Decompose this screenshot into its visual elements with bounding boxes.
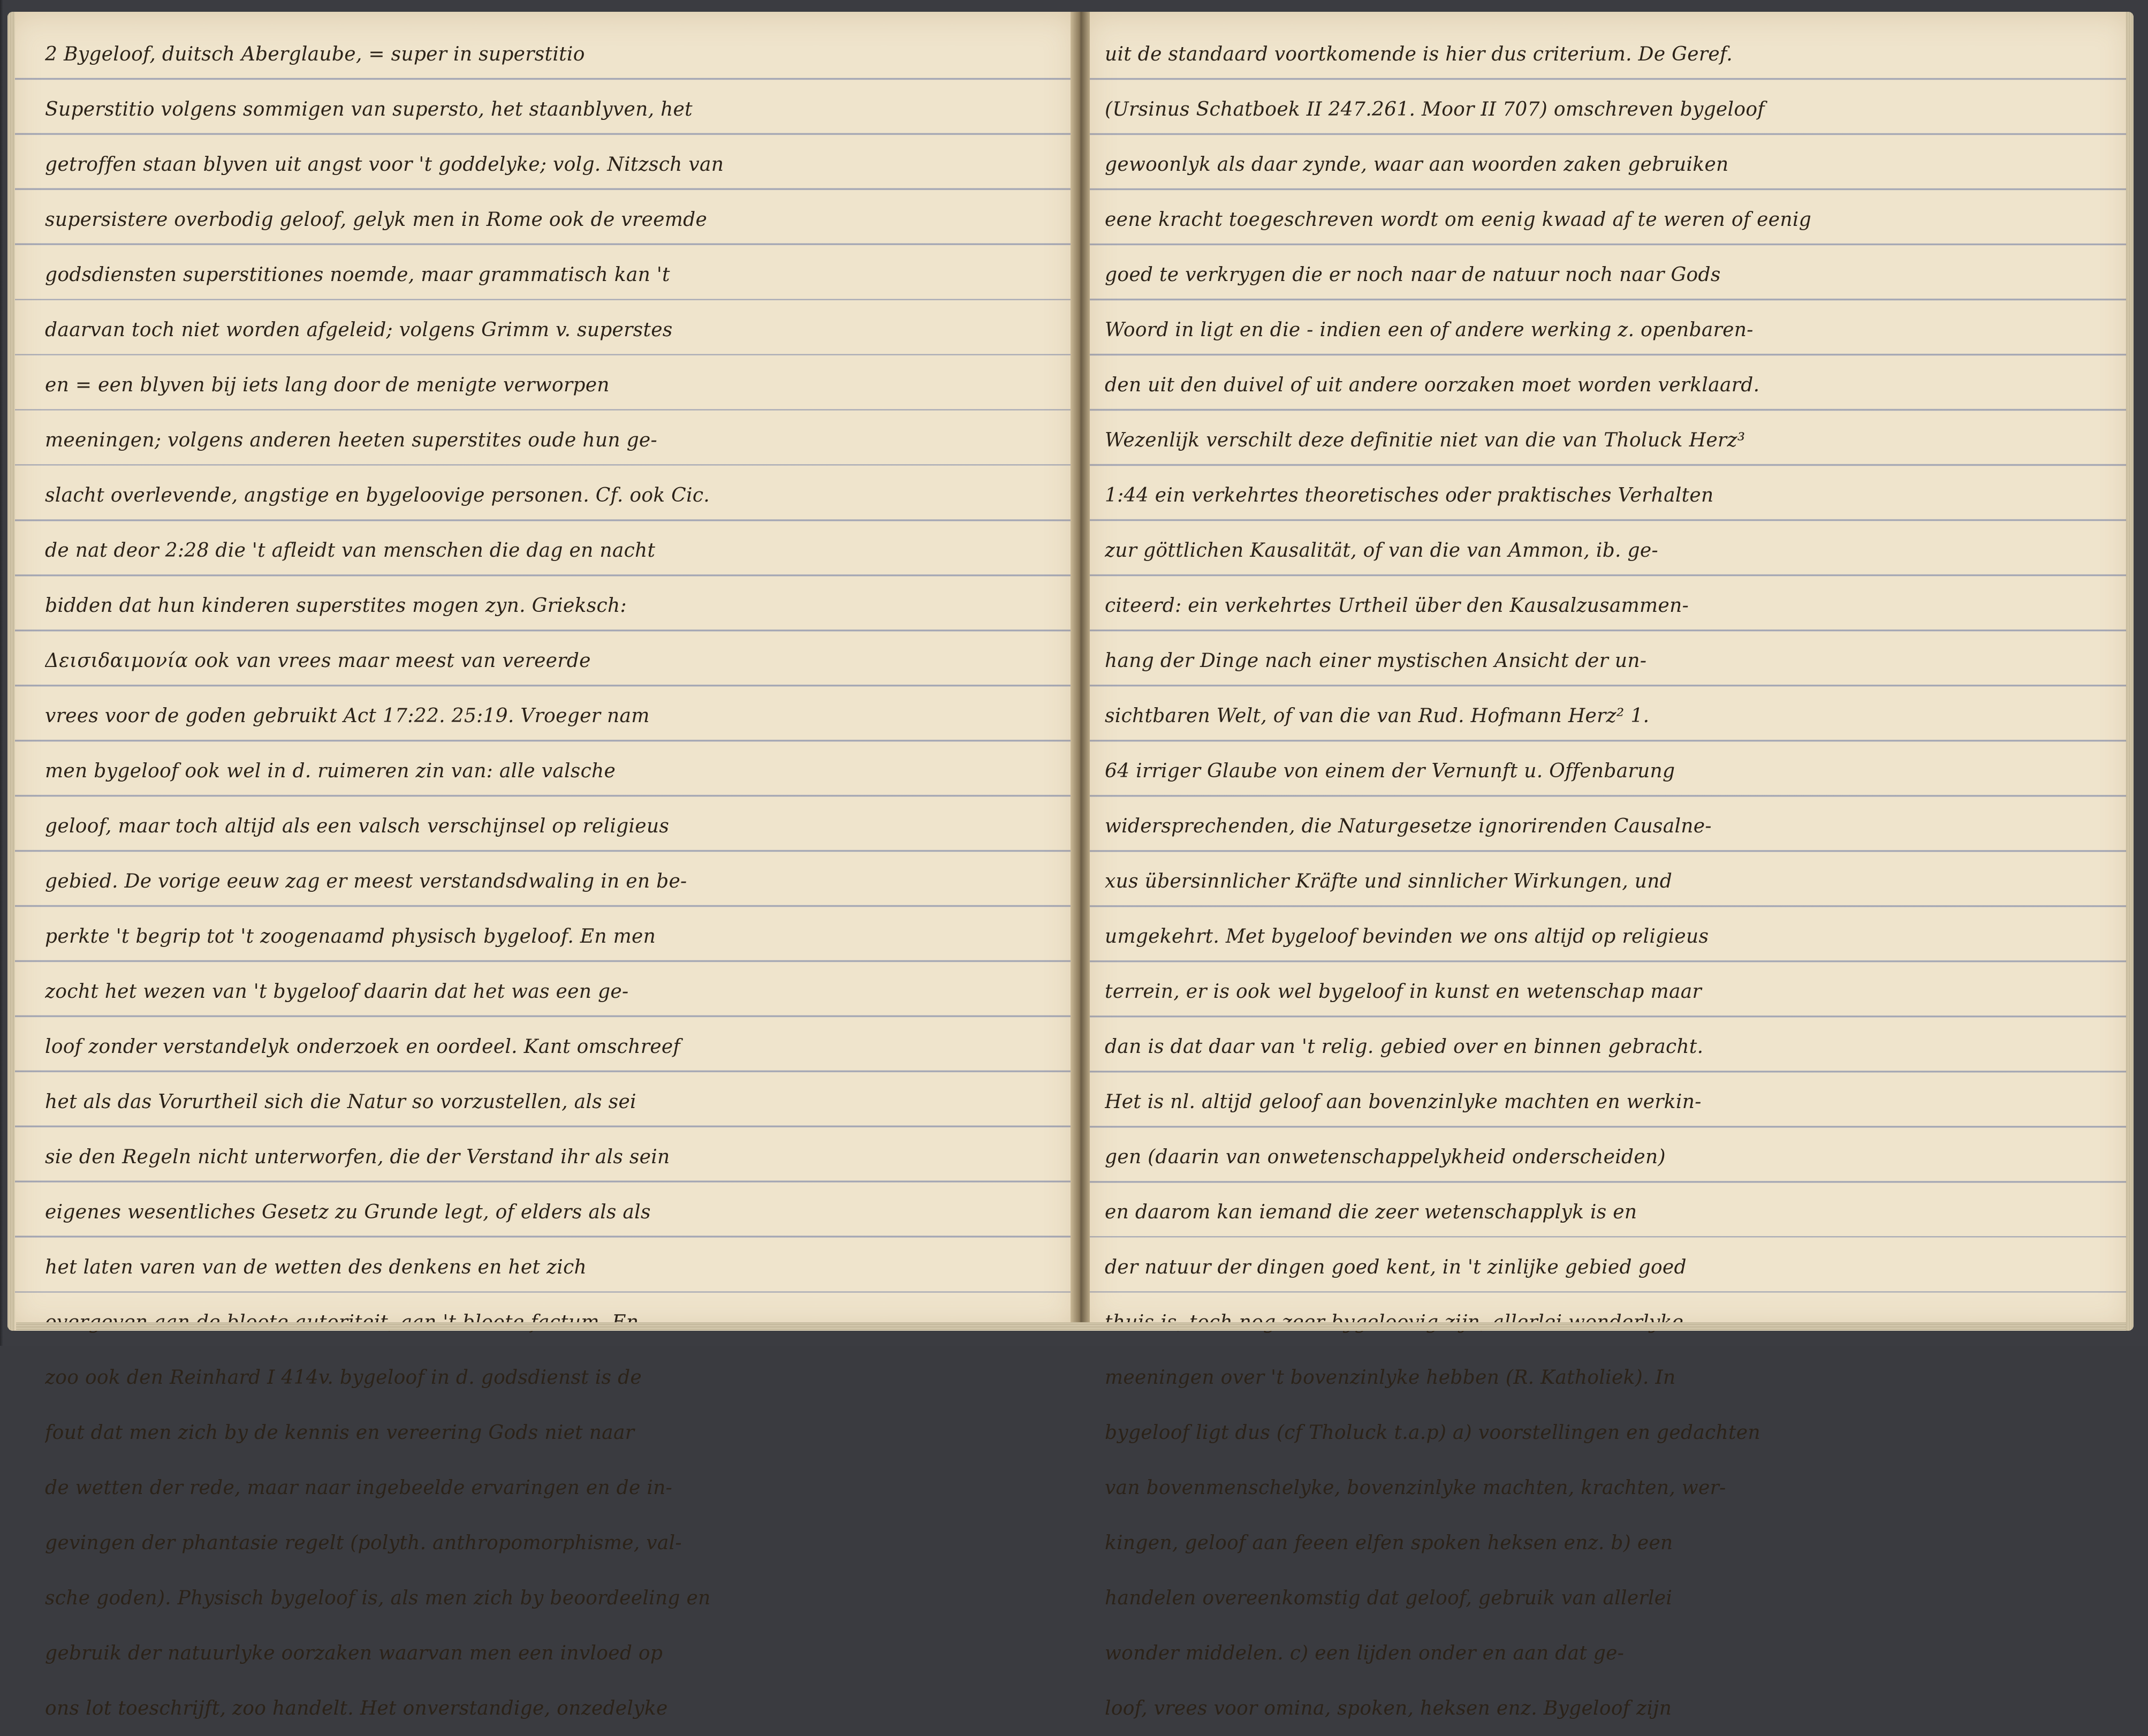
left-page-text	[45, 27, 1062, 1736]
right-line: dan is dat daar van 't relig. gebied over en binnen gebracht.	[1105, 1036, 1704, 1058]
right-line: 64 irriger Glaube von einem der Vernunft u. Offenbarung	[1105, 760, 1675, 782]
left-line: gevingen der phantasie regelt (polyth. anthropomorphisme, val-	[45, 1532, 682, 1554]
left-line: perkte 't begrip tot 't zoogenaamd physisch bygeloof. En men	[45, 926, 656, 947]
right-line: gen (daarin van onwetenschappelykheid onderscheiden)	[1105, 1146, 1666, 1168]
left-line: en = een blyven bij iets lang door de menigte verworpen	[45, 374, 610, 396]
left-line: eigenes wesentliches Gesetz zu Grunde legt, of elders als als	[45, 1201, 651, 1223]
right-line: uit de standaard voortkomende is hier dus criterium. De Geref.	[1105, 43, 1733, 65]
right-line: goed te verkrygen die er noch naar de natuur noch naar Gods	[1105, 264, 1721, 286]
right-line: eene kracht toegeschreven wordt om eenig kwaad af te weren of eenig	[1105, 209, 1812, 231]
left-line: godsdiensten superstitiones noemde, maar grammatisch kan 't	[45, 264, 670, 286]
left-line: meeningen; volgens anderen heeten superstites oude hun ge-	[45, 429, 657, 451]
right-page-text	[1105, 27, 2111, 1736]
right-line: en daarom kan iemand die zeer wetenschapplyk is en	[1105, 1201, 1637, 1223]
left-line: Δεισιδαιμονία ook van vrees maar meest van vereerde	[45, 650, 591, 672]
right-line: bygeloof ligt dus (cf Tholuck t.a.p) a) voorstellingen en gedachten	[1105, 1422, 1760, 1444]
book-gutter	[1071, 12, 1090, 1331]
left-line: ons lot toeschrijft, zoo handelt. Het onverstandige, onzedelyke	[45, 1697, 668, 1719]
right-line: handelen overeenkomstig dat geloof, gebruik van allerlei	[1105, 1587, 1673, 1609]
left-line: het als das Vorurtheil sich die Natur so vorzustellen, als sei	[45, 1091, 636, 1113]
right-line: Woord in ligt en die - indien een of andere werking z. openbaren-	[1105, 319, 1754, 341]
right-line: zur göttlichen Kausalität, of van die van Ammon, ib. ge-	[1105, 540, 1658, 562]
left-line: sche goden). Physisch bygeloof is, als men zich by beoordeeling en	[45, 1587, 711, 1609]
right-line: citeerd: ein verkehrtes Urtheil über den Kausalzusammen-	[1105, 595, 1689, 617]
page-edge-left	[7, 12, 15, 1331]
left-line: 2 Bygeloof, duitsch Aberglaube, = super in superstitio	[45, 43, 585, 65]
right-line: gewoonlyk als daar zynde, waar aan woorden zaken gebruiken	[1105, 154, 1729, 176]
right-line: (Ursinus Schatboek II 247.261. Moor II 707) omschreven bygeloof	[1105, 98, 1765, 120]
left-line: Superstitio volgens sommigen van supersto, het staanblyven, het	[45, 98, 693, 120]
page-edge-right	[2126, 12, 2134, 1331]
left-page	[7, 12, 1078, 1719]
right-line: der natuur der dingen goed kent, in 't zinlijke gebied goed	[1105, 1256, 1687, 1278]
right-line: van bovenmenschelyke, bovenzinlyke machten, krachten, wer-	[1105, 1477, 1726, 1499]
right-page	[1083, 12, 2134, 1719]
right-line: sichtbaren Welt, of van die van Rud. Hofmann Herz² 1.	[1105, 705, 1650, 727]
left-line: sie den Regeln nicht unterworfen, die der Verstand ihr als sein	[45, 1146, 670, 1168]
left-line: gebruik der natuurlyke oorzaken waarvan men een invloed op	[45, 1642, 663, 1664]
left-line: zocht het wezen van 't bygeloof daarin dat het was een ge-	[45, 981, 629, 1003]
right-line: umgekehrt. Met bygeloof bevinden we ons altijd op religieus	[1105, 926, 1709, 947]
right-line: hang der Dinge nach einer mystischen Ansicht der un-	[1105, 650, 1647, 672]
page-edge-bottom	[16, 1322, 2126, 1331]
left-line: getroffen staan blyven uit angst voor 't goddelyke; volg. Nitzsch van	[45, 154, 724, 176]
right-line: Wezenlijk verschilt deze definitie niet van die van Tholuck Herz³	[1105, 429, 1745, 451]
left-line: daarvan toch niet worden afgeleid; volgens Grimm v. superstes	[45, 319, 673, 341]
left-line: bidden dat hun kinderen superstites mogen zyn. Grieksch:	[45, 595, 627, 617]
left-line: supersistere overbodig geloof, gelyk men in Rome ook de vreemde	[45, 209, 708, 231]
right-line: terrein, er is ook wel bygeloof in kunst en wetenschap maar	[1105, 981, 1702, 1003]
right-line: kingen, geloof aan feeen elfen spoken heksen enz. b) een	[1105, 1532, 1673, 1554]
left-line: men bygeloof ook wel in d. ruimeren zin van: alle valsche	[45, 760, 616, 782]
left-line: slacht overlevende, angstige en bygeloovige personen. Cf. ook Cic.	[45, 484, 710, 506]
right-line: den uit den duivel of uit andere oorzaken moet worden verklaard.	[1105, 374, 1760, 396]
right-line: loof, vrees voor omina, spoken, heksen enz. Bygeloof zijn	[1105, 1697, 1672, 1719]
right-line: xus übersinnlicher Kräfte und sinnlicher Wirkungen, und	[1105, 870, 1673, 892]
left-line: vrees voor de goden gebruikt Act 17:22. 25:19. Vroeger nam	[45, 705, 650, 727]
left-line: fout dat men zich by de kennis en vereering Gods niet naar	[45, 1422, 635, 1444]
right-line: Het is nl. altijd geloof aan bovenzinlyke machten en werkin-	[1105, 1091, 1702, 1113]
left-line: de nat deor 2:28 die 't afleidt van menschen die dag en nacht	[45, 540, 656, 562]
right-line: wonder middelen. c) een lijden onder en aan dat ge-	[1105, 1642, 1625, 1664]
right-line: 1:44 ein verkehrtes theoretisches oder praktisches Verhalten	[1105, 484, 1714, 506]
right-line: widersprechenden, die Naturgesetze ignorirenden Causalne-	[1105, 815, 1712, 837]
left-line: het laten varen van de wetten des denkens en het zich	[45, 1256, 587, 1278]
left-line: geloof, maar toch altijd als een valsch verschijnsel op religieus	[45, 815, 670, 837]
left-line: gebied. De vorige eeuw zag er meest verstandsdwaling in en be-	[45, 870, 687, 892]
right-line: meeningen over 't bovenzinlyke hebben (R. Katholiek). In	[1105, 1367, 1676, 1389]
left-line: loof zonder verstandelyk onderzoek en oordeel. Kant omschreef	[45, 1036, 681, 1058]
left-line: zoo ook den Reinhard I 414v. bygeloof in d. godsdienst is de	[45, 1367, 642, 1389]
left-line: de wetten der rede, maar naar ingebeelde ervaringen en de in-	[45, 1477, 673, 1499]
